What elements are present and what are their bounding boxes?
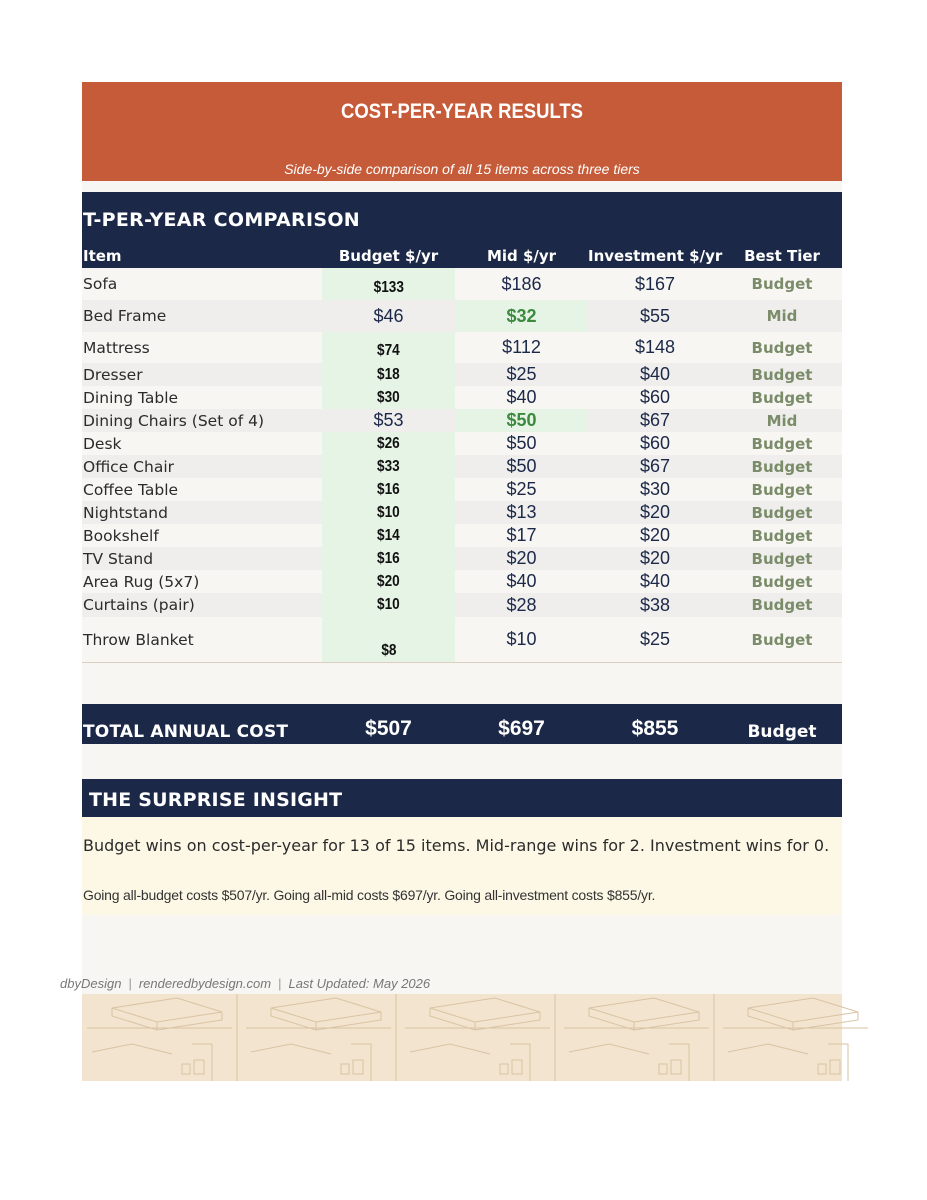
mid-cost-value: $17 [506,525,537,545]
footer-brand: dbyDesign [60,976,122,991]
best-tier: Budget [751,480,813,499]
budget-cost [322,478,455,501]
mid-cost-value: $25 [506,479,537,499]
best-tier: Mid [766,411,798,430]
column-header-budget: Budget $/yr [338,247,439,265]
mid-cost [455,547,588,570]
results-banner [82,82,842,181]
best-tier: Budget [751,338,813,357]
table-row [82,300,842,333]
investment-cost [588,617,722,662]
investment-cost [588,409,722,432]
investment-cost [588,547,722,570]
investment-cost [588,300,722,332]
mid-cost-value: $25 [506,364,537,384]
item-name: Bed Frame [83,307,167,325]
total-row [82,704,842,744]
footer-separator: | [278,976,282,991]
budget-cost [322,570,455,593]
investment-cost [588,386,722,409]
mid-cost [455,570,588,593]
budget-cost-value: $10 [377,503,400,521]
insight-line-2: Going all-budget costs $507/yr. Going all-mid costs $697/yr. Going all-investment costs $855/yr. [83,887,656,903]
total-budget: $507 [365,717,412,740]
budget-cost-value: $20 [377,572,400,590]
total-label: TOTAL ANNUAL COST [83,722,289,742]
budget-cost [322,455,455,478]
investment-cost [588,332,722,363]
best-tier: Budget [751,365,813,384]
budget-cost-value: $14 [377,526,400,544]
investment-cost-value: $167 [634,273,676,294]
column-header-item: Item [83,247,122,265]
mid-cost-value: $50 [506,410,537,430]
item-name: Dining Table [83,388,179,407]
mid-cost [455,455,588,478]
budget-cost-value: $18 [377,365,400,383]
footer-separator: | [128,976,132,991]
table-row [82,432,842,456]
investment-cost-value: $60 [639,433,671,453]
investment-cost [588,501,722,524]
item-name: Coffee Table [83,480,179,499]
section-title: ST-PER-YEAR COMPARISON [69,209,360,231]
item-name: TV Stand [83,549,154,568]
mid-cost-value: $40 [506,387,537,407]
investment-cost-value: $148 [634,337,676,357]
total-best-tier: Budget [747,722,817,742]
budget-cost-value: $33 [377,457,400,475]
budget-cost [322,593,455,617]
budget-cost-value: $16 [377,480,400,498]
mid-cost-value: $186 [501,273,542,294]
furniture-sketch-pattern [82,994,842,1081]
investment-cost-value: $20 [639,502,671,522]
best-tier: Budget [751,526,813,545]
mid-cost [455,593,588,617]
decorative-furniture-pattern [82,994,842,1081]
investment-cost-value: $38 [639,594,671,615]
mid-cost [455,300,588,332]
mid-cost-value: $112 [502,337,541,357]
footer [60,976,430,991]
table-row [82,268,842,301]
table-row [82,455,842,479]
budget-cost-value: $16 [377,549,400,567]
best-tier: Budget [751,275,813,293]
item-name: Office Chair [83,457,174,476]
table-row [82,547,842,571]
column-header-best-tier: Best Tier [744,247,820,265]
budget-cost-value: $46 [373,305,404,326]
investment-cost-value: $67 [639,410,671,430]
investment-cost [588,363,722,386]
investment-cost-value: $20 [639,548,671,568]
item-name: Mattress [83,338,150,357]
investment-cost-value: $40 [639,364,671,384]
mid-cost-value: $40 [506,571,537,591]
mid-cost [455,409,588,432]
mid-cost [455,478,588,501]
budget-cost-value: $8 [380,642,397,659]
investment-cost [588,524,722,547]
item-name: Area Rug (5x7) [83,572,200,591]
investment-cost [588,570,722,593]
budget-cost-value: $133 [373,279,404,296]
budget-cost-value: $53 [373,410,404,430]
total-investment: $855 [631,717,679,740]
table-row [82,363,842,387]
mid-cost-value: $20 [506,548,537,568]
total-mid: $697 [498,717,545,740]
mid-cost [455,268,588,300]
page-title: COST-PER-YEAR RESULTS [341,100,583,123]
best-tier: Budget [751,434,813,453]
item-name: Desk [83,434,122,453]
page-subtitle: Side-by-side comparison of all 15 items across three tiers [284,161,640,177]
budget-cost [322,547,455,570]
mid-cost [455,363,588,386]
budget-cost-value: $30 [377,388,400,406]
table-row [82,478,842,502]
budget-cost [322,501,455,524]
budget-cost [322,386,455,409]
investment-cost-value: $40 [639,571,671,591]
budget-cost [322,524,455,547]
investment-cost [588,268,722,300]
best-tier: Budget [751,572,813,591]
budget-cost [322,409,455,432]
comparison-header [69,192,842,268]
budget-cost [322,300,455,332]
table-row [82,593,842,618]
budget-cost [322,268,455,300]
budget-cost [322,363,455,386]
budget-cost [322,617,455,662]
table-row [82,617,842,663]
best-tier: Mid [766,307,798,325]
investment-cost-value: $67 [639,456,671,476]
investment-cost-value: $25 [639,629,671,649]
budget-cost [322,332,455,363]
table-row [82,524,842,548]
budget-cost-value: $26 [377,434,400,452]
mid-cost [455,501,588,524]
mid-cost-value: $50 [506,433,537,453]
item-name: Sofa [83,275,118,293]
insight-line-1: Budget wins on cost-per-year for 13 of 15 items. Mid-range wins for 2. Investment wins for 0. [83,836,830,855]
item-name: Nightstand [83,503,168,522]
table-row [82,332,842,364]
budget-cost-value: $10 [377,596,400,613]
mid-cost-value: $13 [506,502,537,522]
investment-cost-value: $55 [639,305,671,326]
table-row [82,501,842,525]
column-header-investment: Investment $/yr [588,247,723,265]
investment-cost-value: $60 [639,387,671,407]
item-name: Throw Blanket [83,630,194,649]
item-name: Curtains (pair) [83,596,195,614]
mid-cost [455,617,588,662]
mid-cost [455,432,588,455]
footer-updated: Last Updated: May 2026 [288,976,431,991]
column-header-mid: Mid $/yr [486,247,557,265]
table-row [82,409,842,433]
investment-cost [588,478,722,501]
budget-cost [322,432,455,455]
mid-cost [455,332,588,363]
best-tier: Budget [751,596,813,614]
investment-cost [588,455,722,478]
best-tier: Budget [751,549,813,568]
mid-cost [455,524,588,547]
mid-cost-value: $28 [506,594,537,615]
table-row [82,386,842,410]
insight-panel [82,817,842,915]
table-row [82,570,842,594]
item-name: Bookshelf [83,526,159,545]
budget-cost-value: $74 [377,342,400,359]
item-name: Dining Chairs (Set of 4) [83,411,264,430]
mid-cost-value: $10 [506,629,537,649]
investment-cost-value: $20 [639,525,671,545]
investment-cost-value: $30 [639,479,671,499]
best-tier: Budget [751,388,813,407]
insight-header [82,779,842,817]
investment-cost [588,593,722,617]
investment-cost [588,432,722,455]
item-name: Dresser [83,365,143,384]
best-tier: Budget [751,630,813,649]
mid-cost-value: $32 [506,305,537,326]
insight-title: THE SURPRISE INSIGHT [89,789,343,811]
footer-site: renderedbydesign.com [138,976,272,991]
mid-cost [455,386,588,409]
mid-cost-value: $50 [506,456,537,476]
best-tier: Budget [751,457,813,476]
spreadsheet-page [60,82,842,1081]
best-tier: Budget [751,503,813,522]
